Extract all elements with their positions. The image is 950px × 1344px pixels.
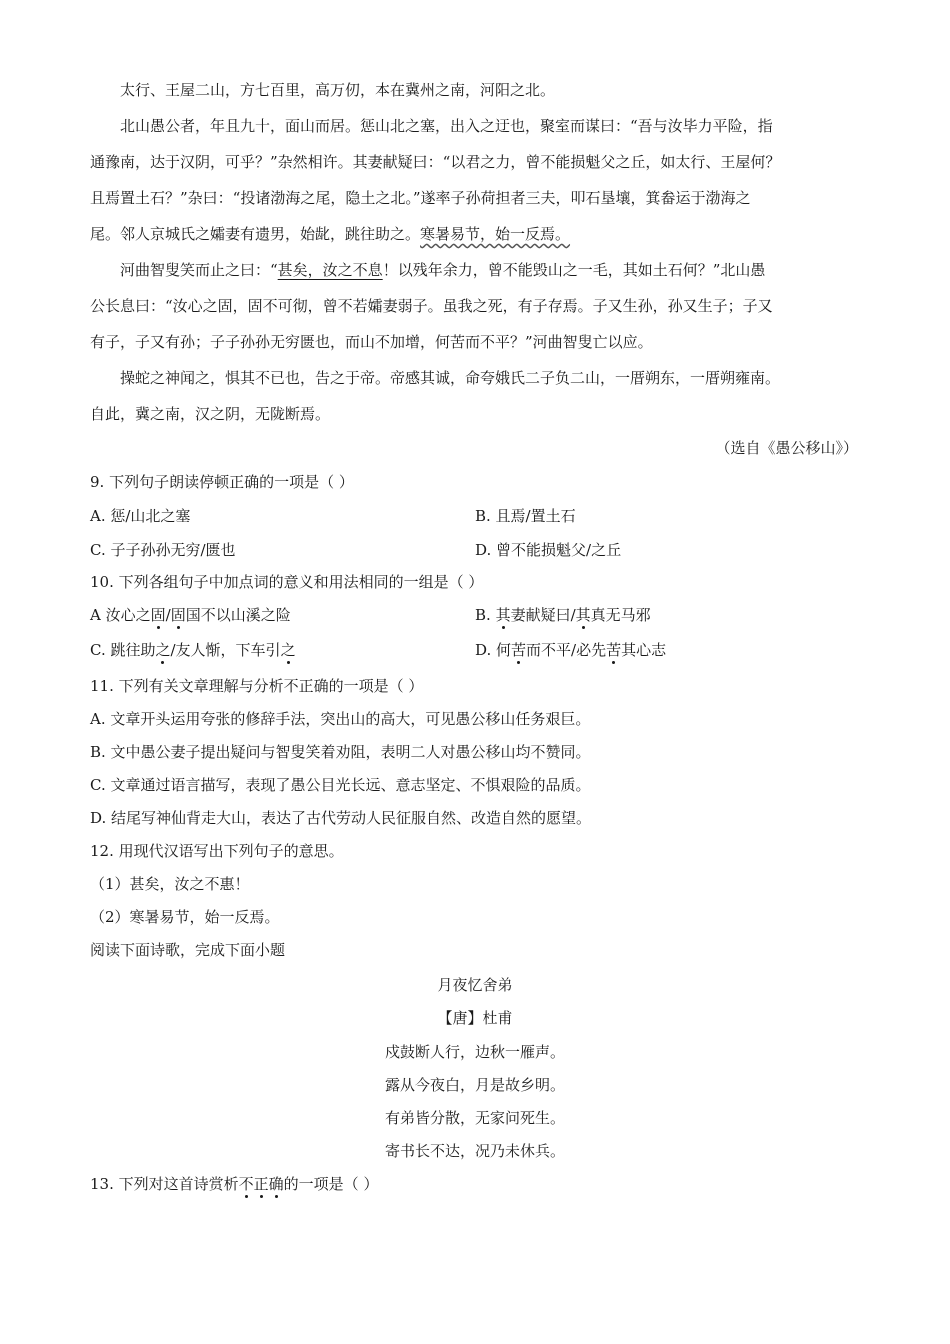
text-span: 真无马邪 [590, 606, 651, 624]
text-span: 尾。邻人京城氏之孀妻有遗男，始龀，跳往助之。 [90, 225, 421, 243]
dotted-word: 固 [150, 606, 166, 624]
question-10-option-c [90, 640, 296, 660]
question-11-stem: 11. 下列有关文章理解与分析不正确的一项是（ ） [90, 677, 424, 695]
passage-paragraph-1: 太行、王屋二山，方七百里，高万仞，本在冀州之南，河阳之北。 [120, 81, 556, 99]
poem-line-2: 露从今夜白，月是故乡明。 [384, 1076, 565, 1094]
poem-author: 【唐】杜甫 [437, 1009, 513, 1027]
passage-paragraph-2-line-3: 且焉置土石？”杂曰：“投诸渤海之尾，隐土之北。”遂率子孙荷担者三夫，叩石垦壤，箕畚运于渤海之 [90, 189, 751, 207]
question-12-stem: 12. 用现代汉语写出下列句子的意思。 [90, 842, 344, 860]
dotted-word: 其 [575, 606, 591, 624]
passage-paragraph-4-line-1: 操蛇之神闻之，惧其不已也，告之于帝。帝感其诚，命夸娥氏二子负二山，一厝朔东，一厝朔雍南。 [120, 369, 781, 387]
dotted-word: 其 [495, 606, 511, 624]
question-9-option-a: A. 惩/山北之塞 [90, 507, 191, 525]
text-span: 其心志 [621, 641, 667, 659]
underlined-sentence: 甚矣，汝之不息 [277, 261, 383, 279]
dotted-word: 不 [238, 1175, 254, 1193]
text-span: 的一项是（ ） [283, 1175, 379, 1193]
question-11-option-a: A. 文章开头运用夸张的修辞手法，突出山的高大，可见愚公移山任务艰巨。 [90, 710, 591, 728]
passage-paragraph-2-line-1: 北山愚公者，年且九十，面山而居。惩山北之塞，出入之迂也，聚室而谋曰：“吾与汝毕力平险，指 [120, 117, 773, 135]
question-9-stem: 9. 下列句子朗读停顿正确的一项是（ ） [90, 473, 354, 491]
dotted-word: 之 [280, 641, 296, 659]
passage-paragraph-3-line-2: 公长息曰：“汝心之固，固不可彻，曾不若孀妻弱子。虽我之死，有子存焉。子又生孙，孙又生子；子又 [90, 297, 773, 315]
dotted-word: 固 [170, 606, 186, 624]
passage-source: （选自《愚公移山》） [715, 439, 858, 457]
question-12-sentence-2: （2）寒暑易节，始一反焉。 [90, 908, 280, 926]
dotted-word: 确 [268, 1175, 284, 1193]
question-11-option-b: B. 文中愚公妻子提出疑问与智叟笑着劝阻，表明二人对愚公移山均不赞同。 [90, 743, 591, 761]
question-9-option-b: B. 且焉/置土石 [475, 507, 576, 525]
text-span: 河曲智叟笑而止之曰：“ [120, 261, 278, 279]
text-span: ！以残年余力，曾不能毁山之一毛，其如土石何？”北山愚 [382, 261, 766, 279]
poem-line-3: 有弟皆分散，无家问死生。 [384, 1109, 565, 1127]
poem-line-1: 戍鼓断人行，边秋一雁声。 [384, 1043, 565, 1061]
question-10-option-b [475, 605, 651, 625]
question-13-stem [90, 1174, 378, 1194]
poem-instruction: 阅读下面诗歌，完成下面小题 [90, 941, 286, 959]
text-span: /友人惭，下车引 [170, 641, 281, 659]
poem-line-4: 寄书长不达，况乃未休兵。 [384, 1142, 565, 1160]
question-10-option-d [475, 640, 666, 660]
wavy-underlined-sentence: 寒暑易节，始一反焉。 [420, 225, 571, 243]
passage-paragraph-4-line-2: 自此，冀之南，汉之阴，无陇断焉。 [90, 405, 331, 423]
question-9-option-c: C. 子子孙孙无穷/匮也 [90, 541, 236, 559]
dotted-word: 之 [155, 641, 171, 659]
question-12-sentence-1: （1）甚矣，汝之不惠！ [90, 875, 250, 893]
dotted-word: 苦 [606, 641, 622, 659]
question-11-option-c: C. 文章通过语言描写，表现了愚公目光长远、意志坚定、不惧艰险的品质。 [90, 776, 591, 794]
dotted-word: 正 [253, 1175, 269, 1193]
question-10-option-a [90, 605, 291, 625]
text-span: C. 跳往助 [90, 641, 156, 659]
passage-paragraph-2-line-4 [90, 224, 570, 244]
passage-paragraph-3-line-3: 有子，子又有孙；子子孙孙无穷匮也，而山不加增，何苦而不平？”河曲智叟亡以应。 [90, 333, 653, 351]
text-span: A 汝心之 [90, 606, 151, 624]
text-span: / [165, 606, 171, 624]
dotted-word: 苦 [511, 641, 527, 659]
passage-paragraph-3-line-1 [120, 260, 765, 280]
text-span: D. 何 [475, 641, 512, 659]
text-span: B. [475, 606, 496, 624]
question-10-stem: 10. 下列各组句子中加点词的意义和用法相同的一组是（ ） [90, 573, 484, 591]
text-span: 妻献疑曰/ [510, 606, 576, 624]
question-11-option-d: D. 结尾写神仙背走大山，表达了古代劳动人民征服自然、改造自然的愿望。 [90, 809, 592, 827]
passage-paragraph-2-line-2: 通豫南，达于汉阴，可乎？”杂然相许。其妻献疑曰：“以君之力，曾不能损魁父之丘，如太行、王屋何？ [90, 153, 781, 171]
text-span: 而不平/必先 [526, 641, 607, 659]
poem-title: 月夜忆舍弟 [437, 976, 513, 994]
question-9-option-d: D. 曾不能损魁父/之丘 [475, 541, 622, 559]
text-span: 国不以山溪之险 [185, 606, 291, 624]
text-span: 13. 下列对这首诗赏析 [90, 1175, 239, 1193]
